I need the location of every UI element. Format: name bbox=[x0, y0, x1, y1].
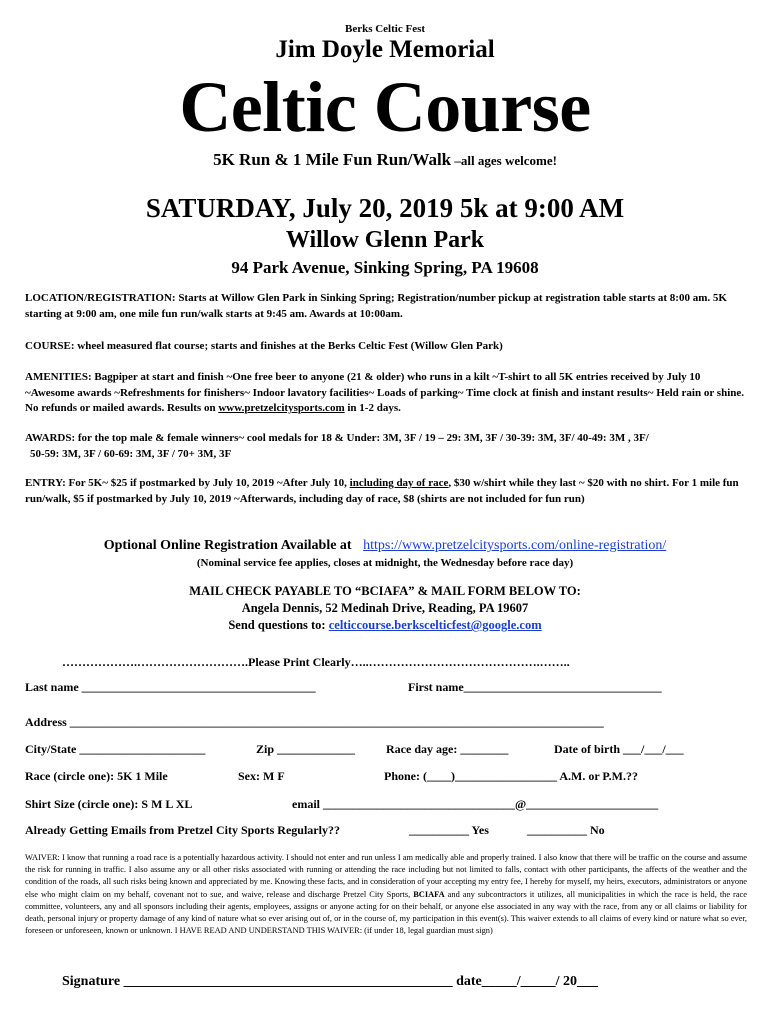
signature-field[interactable]: _______________________________________________ bbox=[123, 974, 453, 989]
address-field[interactable]: Address _________________________________________________________________________________________ bbox=[25, 715, 604, 729]
online-label: Optional Online Registration Available at bbox=[103, 538, 352, 553]
zip-field[interactable]: Zip _____________ bbox=[256, 742, 356, 756]
questions-line bbox=[0, 618, 770, 633]
first-name-field[interactable]: First name_________________________________ bbox=[408, 680, 662, 694]
amenities-section bbox=[25, 370, 745, 417]
waiver-text-part-1: WAIVER: I know that running a road race is a potentially hazardous activity. I should not enter and run unless I am medically able and properly trained. I also know that there will be traffic on the course and assume the risk for running in traffic. I also assume any or all other risks associated with running or attending the race including but not limited to falls, contact with other participants, the affects of the weather and the condition of the roads, all such risks being known and appreciated by me. Knowing these facts, and in consideration of your accepting my entry fee, I hereby for myself, my heirs, executors, administrators or anyone else who might claim on my behalf, covenant not to sue, and waive, release and discharge Pretzel City Sports, bbox=[25, 853, 747, 899]
subtitle-tail: –all ages welcome! bbox=[451, 153, 557, 168]
mail-line-2: Angela Dennis, 52 Medinah Drive, Reading, PA 19607 bbox=[241, 601, 529, 615]
online-registration bbox=[0, 538, 770, 554]
waiver-text-part-2: and any subcontractors it utilizes, all municipalities in which the race is held, the race committee, volunteers, any and all sponsors including their agents, employees, assigns or anyone acting for on their behalf, or anyone else associated in any way with the race, from any or all claims or liability for death, personal injury or property damage of any kind of nature what so ever arising out of, or in the course of, my participation in this event(s). This waiver extends to all claims of every kind or nature what so ever, foreseen or unforeseen, known or unknown. I HAVE READ AND UNDERSTAND THIS WAIVER: (if under 18, legal guardian must sign) bbox=[25, 889, 747, 936]
email-field[interactable]: email ________________________________@______________________ bbox=[292, 797, 659, 811]
org-name: Berks Celtic Fest bbox=[344, 23, 426, 35]
park-address: 94 Park Avenue, Sinking Spring, PA 19608 bbox=[231, 258, 539, 277]
mail-line-1: MAIL CHECK PAYABLE TO “BCIAFA” & MAIL FORM BELOW TO: bbox=[189, 584, 581, 598]
emails-no-option[interactable]: __________ No bbox=[527, 823, 605, 837]
signature-row bbox=[62, 974, 598, 990]
results-link[interactable]: www.pretzelcitysports.com bbox=[218, 402, 345, 414]
print-clearly-line: ……………….……………………….Please Print Clearly…..…………………………………….…….. bbox=[62, 655, 570, 669]
waiver-org-bold: BCIAFA bbox=[413, 889, 445, 899]
race-choice-field[interactable]: Race (circle one): 5K 1 Mile bbox=[25, 769, 168, 783]
signature-date-field[interactable]: date_____/_____/ 20___ bbox=[452, 974, 599, 989]
entry-tail: , $30 w/shirt while they last ~ $20 with no shirt. For 1 mile fun run/walk, $5 if postmarked by July 10, 2019 ~Afterwards, including day of race, $8 (shirts are not included for fun run) bbox=[25, 477, 739, 505]
emails-yes-option[interactable]: __________ Yes bbox=[409, 823, 489, 837]
event-date: SATURDAY, July 20, 2019 5k at 9:00 AM bbox=[145, 193, 625, 223]
memorial-title: Jim Doyle Memorial bbox=[275, 36, 495, 63]
awards-line-1: AWARDS: for the top male & female winners~ cool medals for 18 & Under: 3M, 3F / 19 – 29: 3M, 3F / 30-39: 3M, 3F/ 40-49: 3M , 3F/ bbox=[25, 432, 649, 444]
online-registration-link[interactable]: https://www.pretzelcitysports.com/online-registration/ bbox=[363, 538, 667, 553]
signature-label: Signature bbox=[62, 974, 124, 989]
awards-section bbox=[25, 431, 745, 462]
amenities-tail: in 1-2 days. bbox=[344, 402, 401, 414]
online-note: (Nominal service fee applies, closes at midnight, the Wednesday before race day) bbox=[196, 557, 574, 569]
shirt-size-field[interactable]: Shirt Size (circle one): S M L XL bbox=[25, 797, 193, 811]
event-title: Celtic Course bbox=[179, 67, 591, 147]
date-of-birth-field[interactable]: Date of birth ___/___/___ bbox=[554, 742, 684, 756]
subtitle-main: 5K Run & 1 Mile Fun Run/Walk bbox=[213, 150, 452, 169]
questions-email-link[interactable]: celticcourse.berkscelticfest@google.com bbox=[328, 618, 542, 632]
amenities-text: AMENITIES: Bagpiper at start and finish ~One free beer to anyone (21 & older) who runs in a kilt ~T-shirt to all 5K entries received by July 10 ~Awesome awards ~Refreshments for finishers~ Indoor lavatory facilities~ Loads of parking~ Time clock at finish and instant results~ Held rain or shine. No refunds or mailed awards. Results on bbox=[25, 371, 744, 414]
location-section: LOCATION/REGISTRATION: Starts at Willow Glen Park in Sinking Spring; Registration/number pickup at registration table starts at 8:00 am. 5K starting at 9:00 am, one mile fun run/walk starts at 9:45 am. Awards at 10:00am. bbox=[25, 292, 727, 320]
awards-line-2: 50-59: 3M, 3F / 60-69: 3M, 3F / 70+ 3M, 3F bbox=[30, 447, 232, 460]
park-name: Willow Glenn Park bbox=[285, 227, 485, 253]
questions-label: Send questions to: bbox=[228, 618, 329, 632]
sex-choice-field[interactable]: Sex: M F bbox=[238, 769, 285, 783]
emails-question: Already Getting Emails from Pretzel City Sports Regularly?? bbox=[25, 823, 340, 837]
phone-field[interactable]: Phone: (____)_________________ A.M. or P.M.?? bbox=[384, 769, 638, 783]
city-state-field[interactable]: City/State _____________________ bbox=[25, 742, 206, 756]
race-day-age-field[interactable]: Race day age: ________ bbox=[386, 742, 509, 756]
entry-section bbox=[25, 476, 745, 507]
last-name-field[interactable]: Last name _______________________________________ bbox=[25, 680, 316, 694]
entry-underline: including day of race bbox=[349, 477, 449, 489]
course-section: COURSE: wheel measured flat course; starts and finishes at the Berks Celtic Fest (Willow Glen Park) bbox=[25, 340, 503, 352]
entry-text: ENTRY: For 5K~ $25 if postmarked by July 10, 2019 ~After July 10, bbox=[25, 477, 350, 489]
event-subtitle bbox=[0, 150, 770, 170]
waiver-text bbox=[25, 852, 747, 937]
